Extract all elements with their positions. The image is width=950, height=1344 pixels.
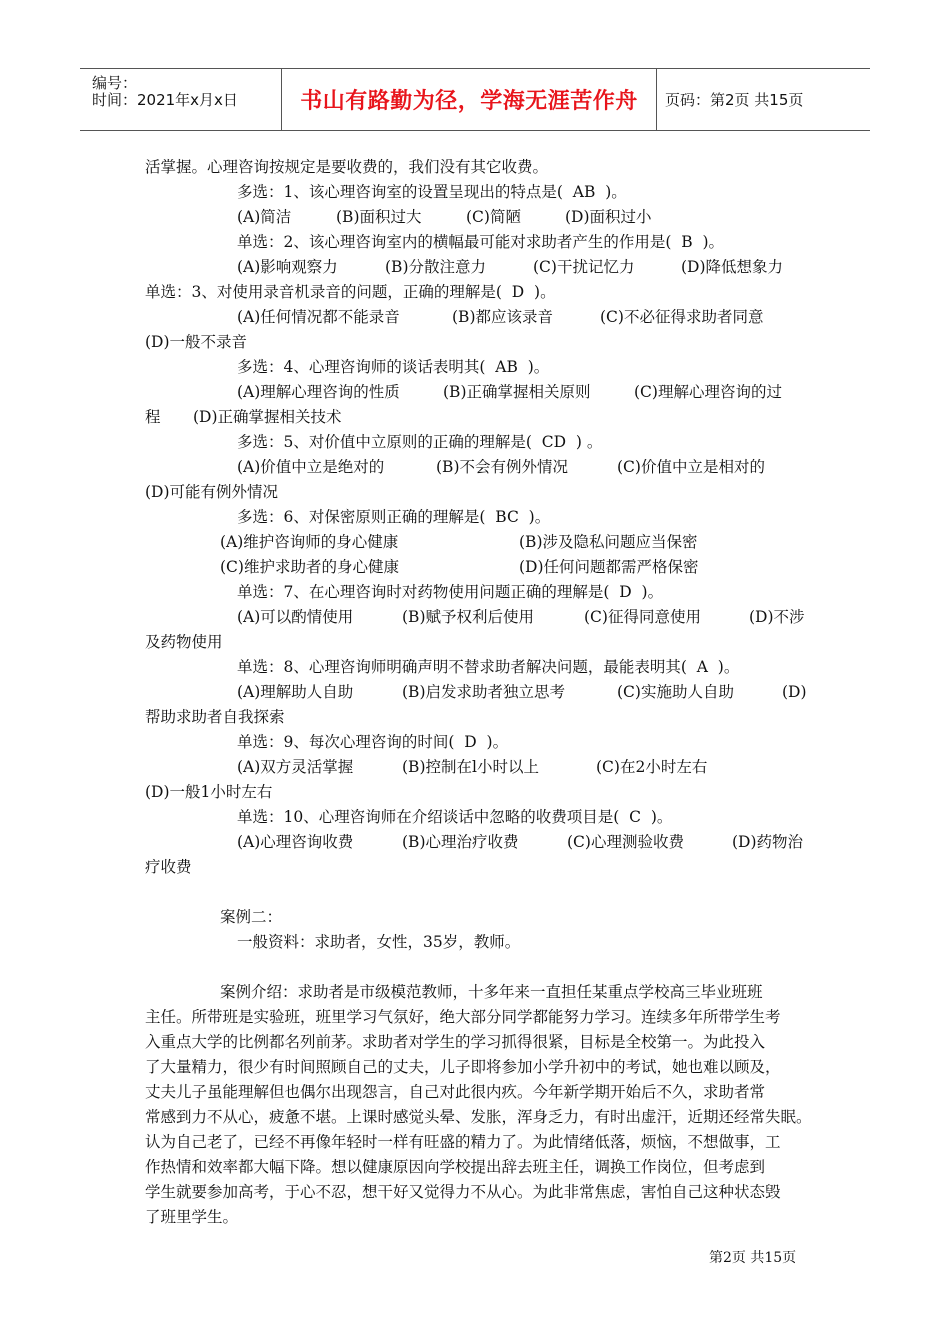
option-d: (D)药物治	[732, 833, 804, 851]
option-a: (A)影响观察力	[237, 258, 338, 276]
option-d: (D)任何问题都需严格保密	[519, 558, 699, 576]
header-motto-cell	[282, 69, 657, 130]
option-a: (A)双方灵活掌握	[237, 758, 354, 776]
header-info-cell	[80, 69, 282, 130]
option-b: (B)面积过大	[336, 208, 422, 226]
paragraph-line: 认为自己老了，已经不再像年轻时一样有旺盛的精力了。为此情绪低落，烦恼，不想做事，工	[145, 1133, 781, 1151]
paragraph-line: 丈夫儿子虽能理解但也偶尔出现怨言，自己对此很内疚。今年新学期开始后不久，求助者常	[145, 1083, 766, 1101]
text-line: 活掌握。心理咨询按规定是要收费的，我们没有其它收费。	[145, 158, 549, 176]
paragraph-line: 学生就要参加高考，于心不忍，想干好又觉得力不从心。为此非常焦虑，害怕自己这种状态毁	[145, 1183, 781, 1201]
page-footer: 第2页 共15页	[709, 1250, 797, 1266]
option-d: (D)	[782, 683, 807, 701]
paragraph-line: 常感到力不从心，疲惫不堪。上课时感觉头晕、发胀，浑身乏力，有时出虚汗，近期还经常失眠。	[145, 1108, 812, 1126]
paragraph-line: 主任。所带班是实验班，班里学习气氛好，绝大部分同学都能努力学习。连续多年所带学生考	[145, 1008, 781, 1026]
option-b: (B)都应该录音	[452, 308, 553, 326]
question-4: 多选：4、心理咨询师的谈话表明其( AB )。	[237, 358, 550, 376]
option-b: (B)涉及隐私问题应当保密	[519, 533, 698, 551]
option-c: (C)在2小时左右	[596, 758, 708, 776]
option-a: (A)心理咨询收费	[237, 833, 354, 851]
paragraph-line: 作热情和效率都大幅下降。想以健康原因向学校提出辞去班主任，调换工作岗位，但考虑到	[145, 1158, 766, 1176]
option-b: (B)正确掌握相关原则	[443, 383, 591, 401]
option-a: (A)简洁	[237, 208, 292, 226]
option-d-continued: 及药物使用	[145, 633, 223, 651]
option-a: (A)可以酌情使用	[237, 608, 354, 626]
option-d: (D)一般不录音	[145, 333, 248, 351]
paragraph-line: 案例介绍：求助者是市级模范教师，十多年来一直担任某重点学校高三毕业班班	[220, 983, 763, 1001]
question-3: 单选：3、对使用录音机录音的问题，正确的理解是( D )。	[145, 283, 556, 301]
paragraph-line: 了大量精力，很少有时间照顾自己的丈夫，儿子即将参加小学升初中的考试，她也难以顾及，	[145, 1058, 781, 1076]
option-b: (B)控制在l小时以上	[402, 758, 539, 776]
header-page-number: 页码：第2页 共15页	[665, 91, 804, 109]
header-page-cell	[657, 69, 870, 130]
page-header	[80, 68, 870, 131]
option-c: (C)不必征得求助者同意	[600, 308, 764, 326]
option-b: (B)不会有例外情况	[436, 458, 568, 476]
option-c: (C)干扰记忆力	[533, 258, 635, 276]
question-7: 单选：7、在心理咨询时对药物使用问题正确的理解是( D )。	[237, 583, 664, 601]
option-d-continued: 疗收费	[145, 858, 192, 876]
option-c: (C)维护求助者的身心健康	[220, 558, 399, 576]
option-a: (A)维护咨询师的身心健康	[220, 533, 399, 551]
option-d: (D)不涉	[749, 608, 805, 626]
option-b: (B)启发求助者独立思考	[402, 683, 565, 701]
option-c: (C)心理测验收费	[567, 833, 684, 851]
question-6: 多选：6、对保密原则正确的理解是( BC )。	[237, 508, 551, 526]
question-8: 单选：8、心理咨询师明确声明不替求助者解决问题，最能表明其( A )。	[237, 658, 740, 676]
option-d: (D)正确掌握相关技术	[193, 408, 342, 426]
option-a: (A)价值中立是绝对的	[237, 458, 385, 476]
option-b: (B)心理治疗收费	[402, 833, 519, 851]
document-number-label: 编号：	[92, 74, 138, 92]
option-d-continued: 帮助求助者自我探索	[145, 708, 285, 726]
question-5: 多选：5、对价值中立原则的正确的理解是( CD ) 。	[237, 433, 603, 451]
question-9: 单选：9、每次心理咨询的时间( D )。	[237, 733, 509, 751]
option-d: (D)一般1小时左右	[145, 783, 273, 801]
option-d: (D)可能有例外情况	[145, 483, 279, 501]
option-a: (A)任何情况都不能录音	[237, 308, 400, 326]
option-b: (B)赋予权利后使用	[402, 608, 534, 626]
header-motto: 书山有路勤为径，学海无涯苦作舟	[300, 89, 638, 114]
option-c: (C)实施助人自助	[617, 683, 734, 701]
paragraph-line: 了班里学生。	[145, 1208, 239, 1226]
option-b: (B)分散注意力	[385, 258, 486, 276]
option-c-continued: 程	[145, 408, 161, 426]
question-10: 单选：10、心理咨询师在介绍谈话中忽略的收费项目是( C )。	[237, 808, 673, 826]
option-d: (D)降低想象力	[681, 258, 784, 276]
option-d: (D)面积过小	[565, 208, 652, 226]
option-a: (A)理解心理咨询的性质	[237, 383, 400, 401]
option-a: (A)理解助人自助	[237, 683, 354, 701]
option-c: (C)理解心理咨询的过	[634, 383, 782, 401]
option-c: (C)价值中立是相对的	[617, 458, 765, 476]
option-c: (C)简陋	[466, 208, 521, 226]
paragraph-line: 入重点大学的比例都名列前茅。求助者对学生的学习抓得很紧，目标是全校第一。为此投入	[145, 1033, 766, 1051]
option-c: (C)征得同意使用	[584, 608, 701, 626]
case-general-info: 一般资料：求助者，女性，35岁，教师。	[237, 933, 521, 951]
document-time-label: 时间：2021年x月x日	[92, 91, 238, 109]
case-title: 案例二：	[220, 908, 283, 926]
question-1: 多选：1、该心理咨询室的设置呈现出的特点是( AB )。	[237, 183, 627, 201]
question-2: 单选：2、该心理咨询室内的横幅最可能对求助者产生的作用是( B )。	[237, 233, 725, 251]
